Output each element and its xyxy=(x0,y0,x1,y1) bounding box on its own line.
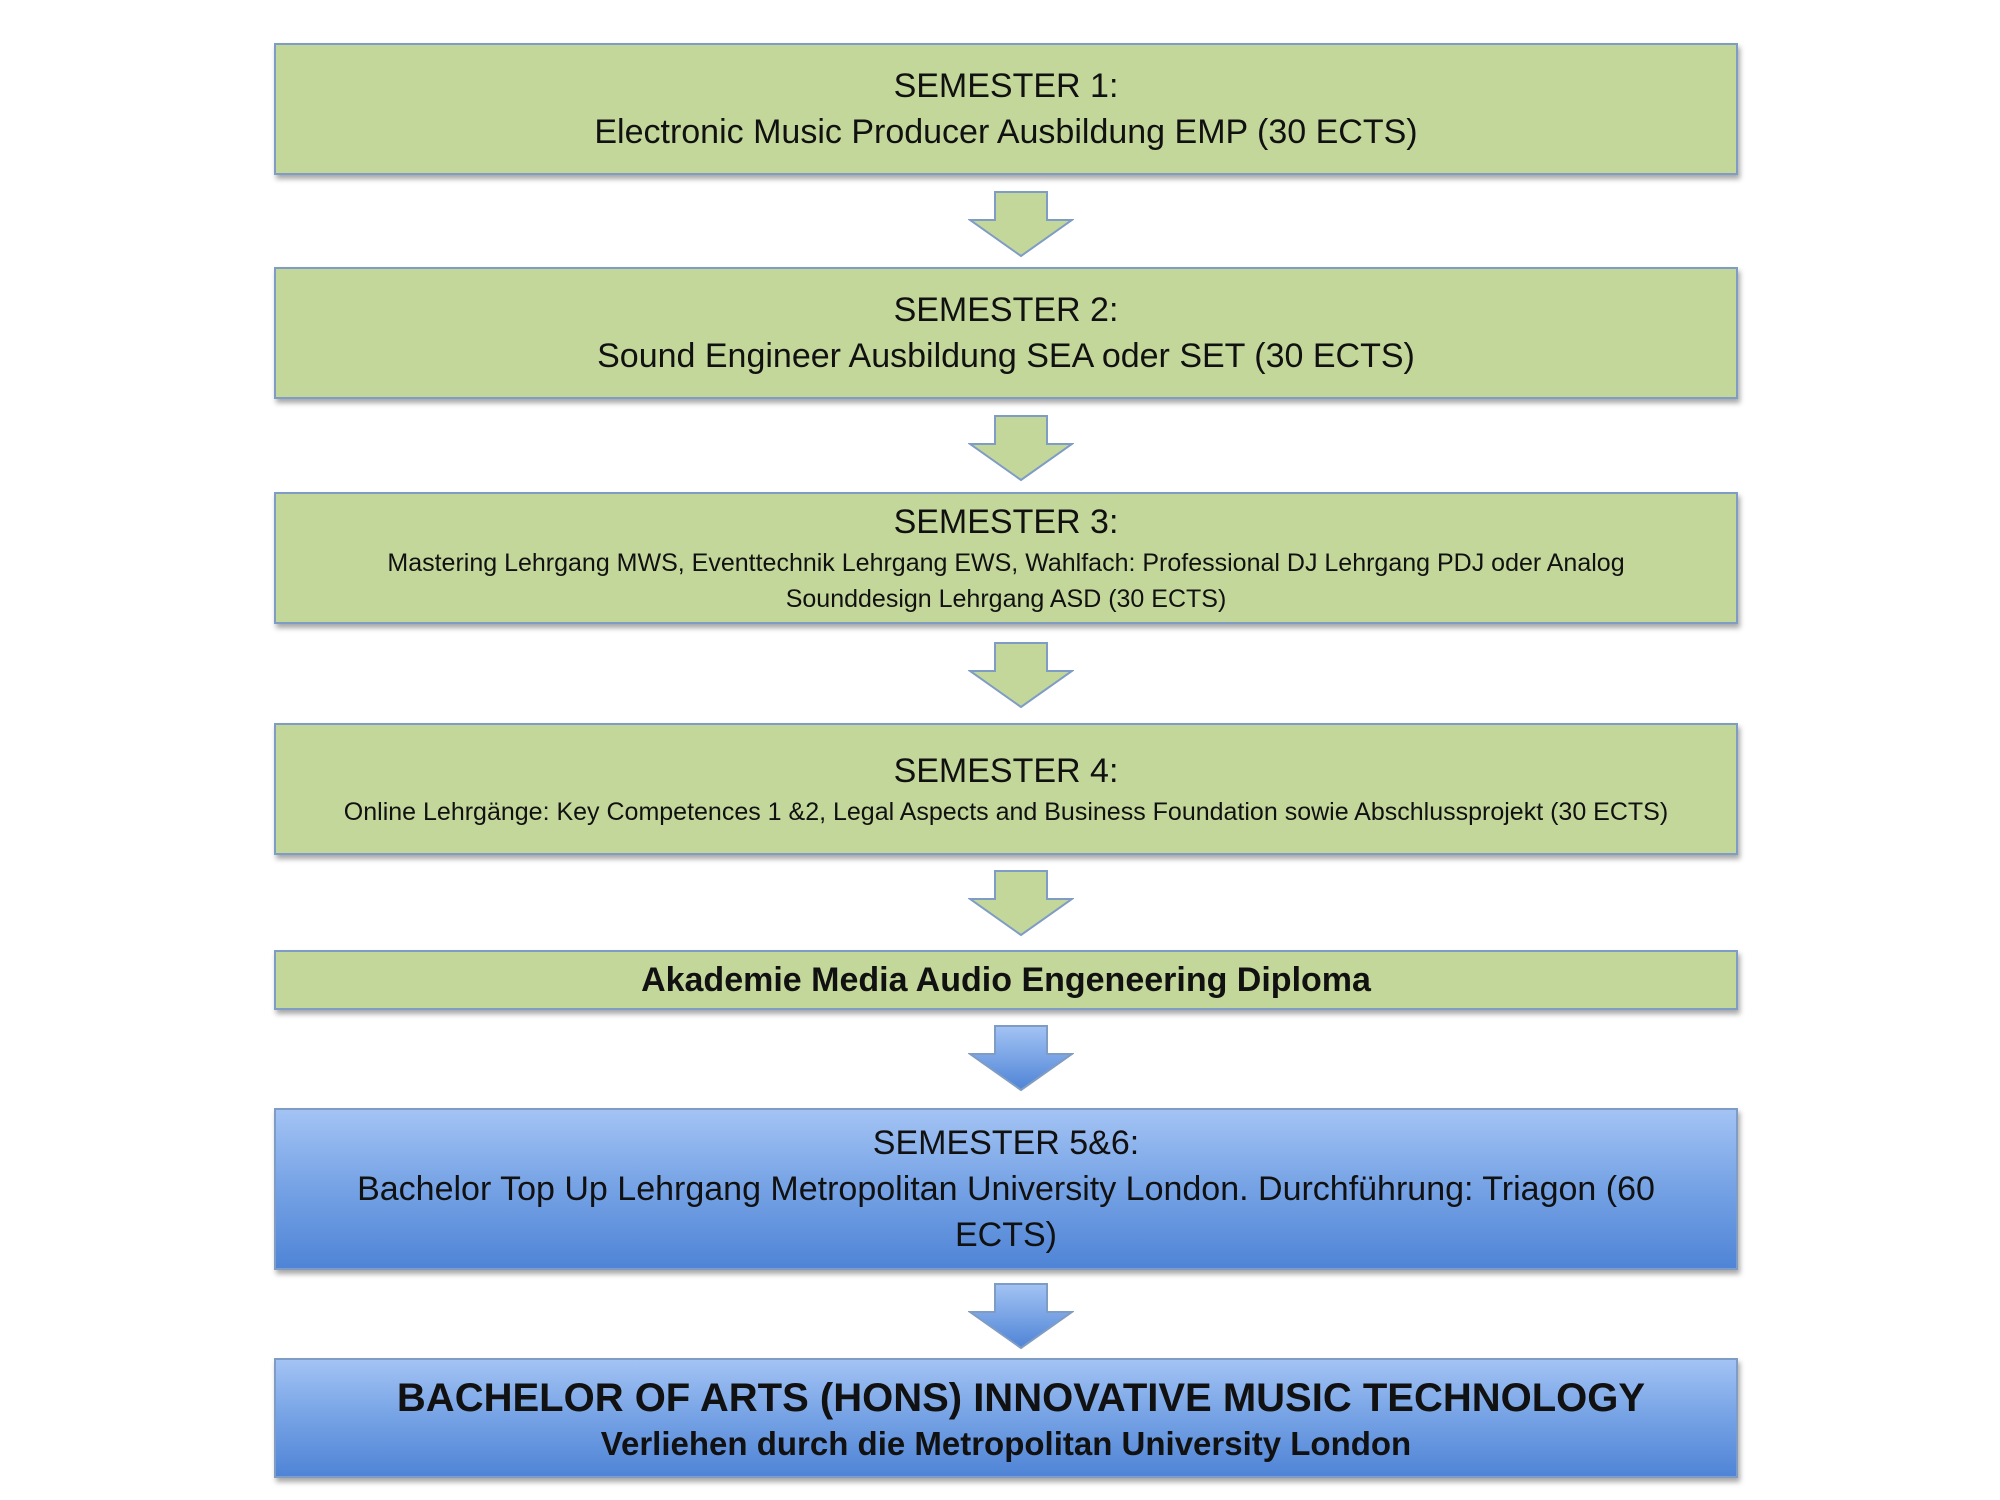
bachelor-degree-box xyxy=(274,1358,1738,1478)
semester-3-heading: SEMESTER 3: xyxy=(893,502,1119,541)
arrow-down-icon xyxy=(968,1282,1074,1350)
semester-4-heading: SEMESTER 4: xyxy=(893,751,1119,790)
semester-5-6-description: Bachelor Top Up Lehrgang Metropolitan University London. Durchführung: Triagon (60 ECTS) xyxy=(357,1169,1655,1254)
semester-2-description: Sound Engineer Ausbildung SEA oder SET (30 ECTS) xyxy=(597,336,1415,375)
semester-3-box xyxy=(274,492,1738,624)
arrow-down-icon xyxy=(968,641,1074,709)
arrow-down-icon xyxy=(968,869,1074,937)
arrow-down-icon xyxy=(968,190,1074,258)
semester-5-6-heading: SEMESTER 5&6: xyxy=(872,1123,1140,1162)
semester-3-description: Mastering Lehrgang MWS, Eventtechnik Lehrgang EWS, Wahlfach: Professional DJ Lehrgang PDJ oder Analog Sounddesign Lehrgang ASD (30 ECTS) xyxy=(387,548,1625,613)
semester-4-box xyxy=(274,723,1738,855)
bachelor-degree-title: BACHELOR OF ARTS (HONS) INNOVATIVE MUSIC TECHNOLOGY xyxy=(396,1376,1646,1420)
semester-2-heading: SEMESTER 2: xyxy=(893,290,1119,329)
arrow-down-icon xyxy=(968,1024,1074,1092)
semester-4-description: Online Lehrgänge: Key Competences 1 &2, Legal Aspects and Business Foundation sowie Abschlussprojekt (30 ECTS) xyxy=(343,797,1669,826)
semester-5-6-box xyxy=(274,1108,1738,1270)
semester-1-heading: SEMESTER 1: xyxy=(893,66,1119,105)
diploma-box xyxy=(274,950,1738,1010)
diploma-title: Akademie Media Audio Engeneering Diploma xyxy=(641,960,1371,999)
semester-1-box xyxy=(274,43,1738,175)
semester-1-description: Electronic Music Producer Ausbildung EMP (30 ECTS) xyxy=(594,112,1418,151)
arrow-down-icon xyxy=(968,414,1074,482)
bachelor-degree-subtitle: Verliehen durch die Metropolitan University London xyxy=(600,1425,1412,1462)
semester-2-box xyxy=(274,267,1738,399)
